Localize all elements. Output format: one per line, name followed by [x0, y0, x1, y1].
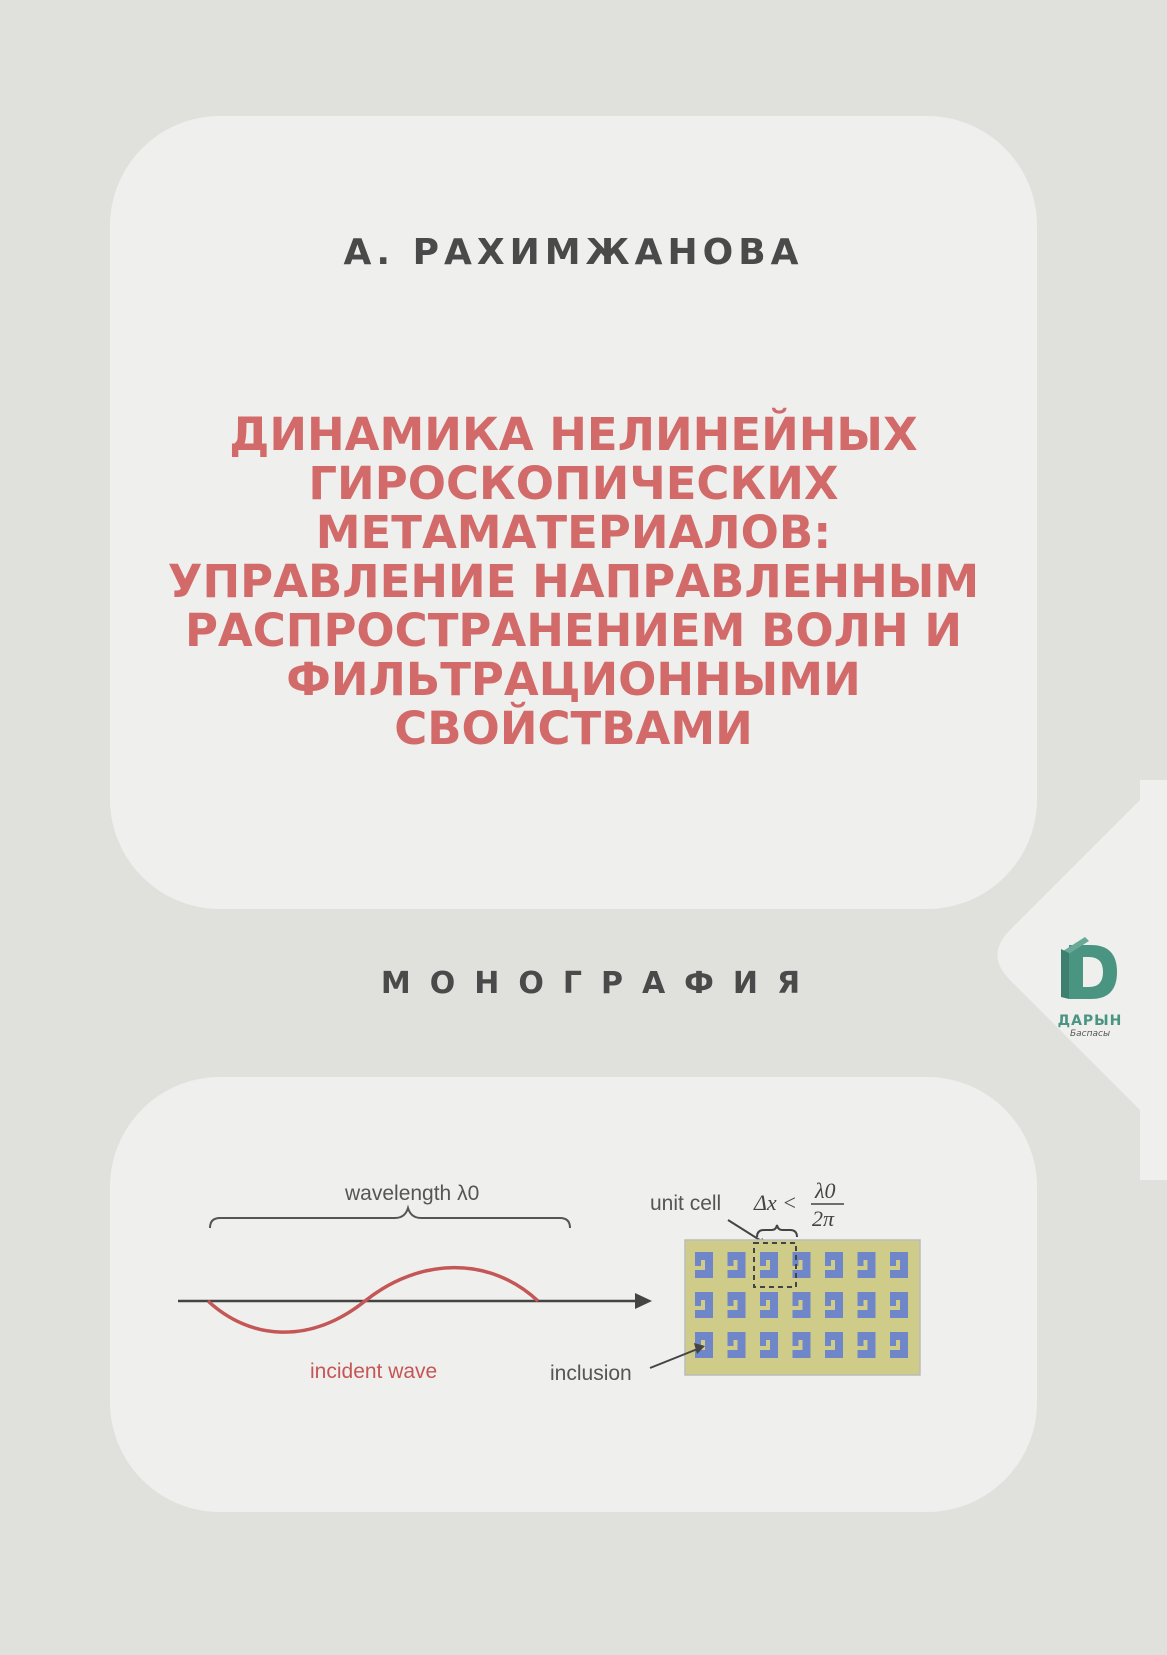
publisher-name: ДАРЫН — [1057, 1013, 1123, 1029]
title-line: УПРАВЛЕНИЕ НАПРАВЛЕННЫМ — [167, 555, 980, 608]
incident-wave-label: incident wave — [310, 1360, 438, 1383]
publisher-logo — [1050, 935, 1130, 1055]
publisher-subtitle: Баспасы — [1069, 1029, 1111, 1039]
inclusion-label: inclusion — [550, 1362, 632, 1385]
title-line: СВОЙСТВАМИ — [394, 702, 753, 755]
genre-label: МОНОГРАФИЯ — [380, 966, 820, 1001]
cell-brace — [757, 1225, 797, 1237]
title-line: РАСПРОСТРАНЕНИЕМ ВОЛН И — [184, 604, 963, 657]
fraction-numerator: λ0 — [815, 1180, 836, 1203]
wavelength-brace — [210, 1208, 570, 1228]
axis-arrowhead — [635, 1293, 652, 1309]
metamaterial-figure — [160, 1180, 940, 1400]
title-line: МЕТАМАТЕРИАЛОВ: — [315, 506, 832, 559]
book-d-logo-icon — [1055, 935, 1125, 1007]
title-line: ФИЛЬТРАЦИОННЫМИ — [286, 653, 861, 706]
title-line: ДИНАМИКА НЕЛИНЕЙНЫХ — [229, 408, 918, 461]
fraction-denominator: 2π — [812, 1206, 835, 1231]
unit-cell-label: unit cell — [650, 1192, 722, 1215]
book-title — [150, 410, 997, 753]
author-name: А. РАХИМЖАНОВА — [343, 232, 804, 273]
wavelength-label: wavelength λ0 — [345, 1182, 480, 1205]
title-line: ГИРОСКОПИЧЕСКИХ — [308, 457, 839, 510]
delta-x-label: Δx < — [754, 1190, 798, 1215]
